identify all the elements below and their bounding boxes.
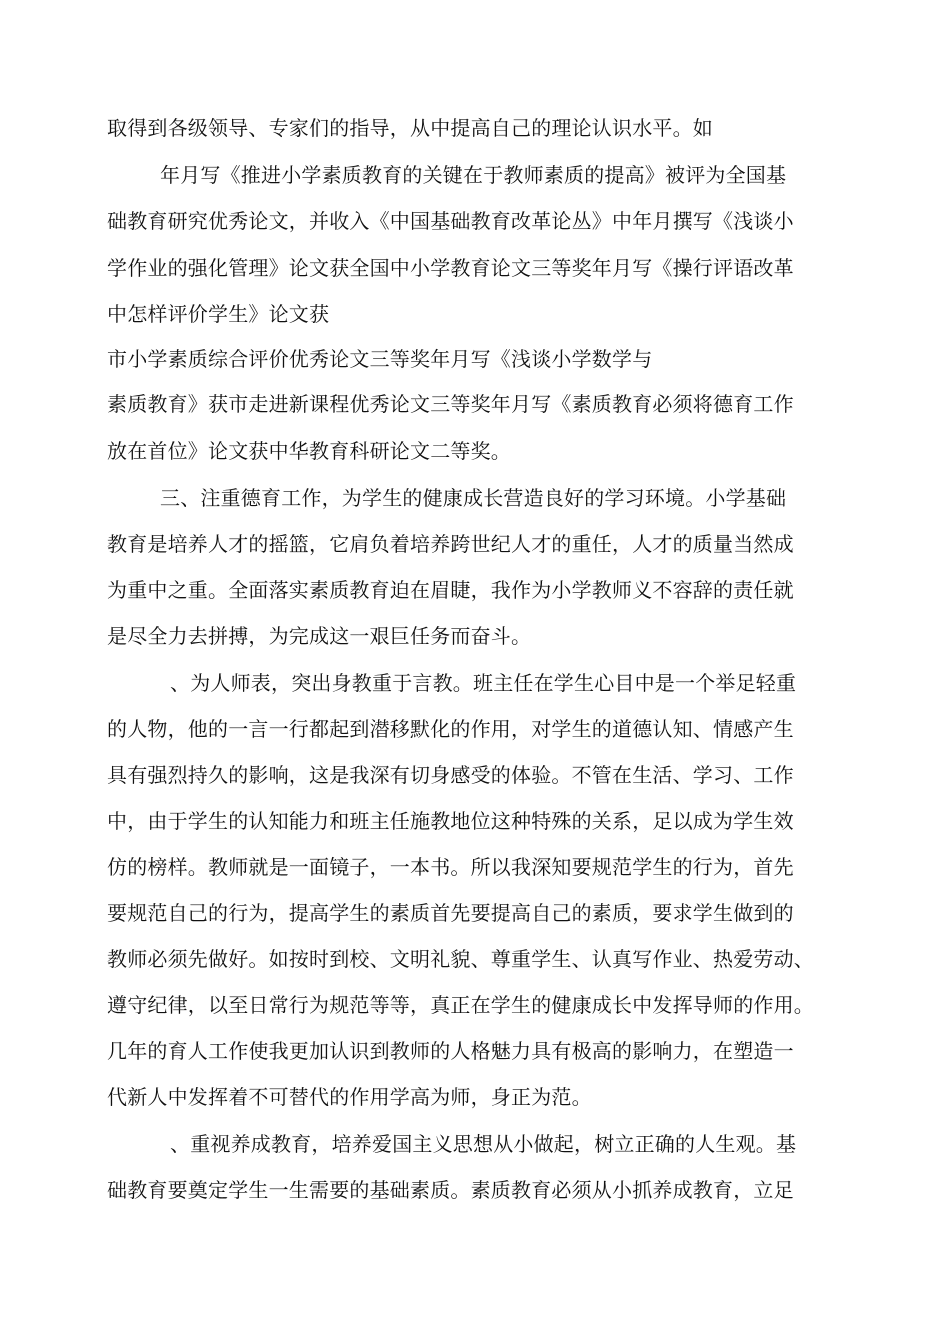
text-line: 的人物，他的一言一行都起到潜移默化的作用，对学生的道德认知、情感产生 [107, 717, 794, 741]
subsection-line: 、为人师表，突出身教重于言教。班主任在学生心目中是一个举足轻重 [170, 671, 797, 695]
text-line: 年月写《推进小学素质教育的关键在于教师素质的提高》被评为全国基 [160, 163, 787, 187]
text-line: 代新人中发挥着不可替代的作用学高为师，身正为范。 [107, 1085, 592, 1109]
section-heading-line: 三、注重德育工作，为学生的健康成长营造良好的学习环境。小学基础 [160, 486, 787, 510]
text-line: 础教育研究优秀论文，并收入《中国基础教育改革论丛》中年月撰写《浅谈小 [107, 209, 794, 233]
text-line: 遵守纪律，以至日常行为规范等等，真正在学生的健康成长中发挥导师的作用。 [107, 993, 814, 1017]
text-line: 教师必须先做好。如按时到校、文明礼貌、尊重学生、认真写作业、热爱劳动、 [107, 947, 814, 971]
text-line: 教育是培养人才的摇篮，它肩负着培养跨世纪人才的重任，人才的质量当然成 [107, 532, 794, 556]
text-line: 为重中之重。全面落实素质教育迫在眉睫，我作为小学教师义不容辞的责任就 [107, 578, 794, 602]
subsection-line: 、重视养成教育，培养爱国主义思想从小做起，树立正确的人生观。基 [170, 1132, 797, 1156]
text-line: 仿的榜样。教师就是一面镜子，一本书。所以我深知要规范学生的行为，首先 [107, 855, 794, 879]
text-line: 市小学素质综合评价优秀论文三等奖年月写《浅谈小学数学与 [107, 347, 653, 371]
text-line: 础教育要奠定学生一生需要的基础素质。素质教育必须从小抓养成教育，立足 [107, 1178, 794, 1202]
text-line: 中怎样评价学生》论文获 [107, 302, 330, 326]
text-line: 放在首位》论文获中华教育科研论文二等奖。 [107, 439, 511, 463]
text-line: 具有强烈持久的影响，这是我深有切身感受的体验。不管在生活、学习、工作 [107, 763, 794, 787]
text-line: 学作业的强化管理》论文获全国中小学教育论文三等奖年月写《操行评语改革 [107, 256, 794, 280]
text-line: 素质教育》获市走进新课程优秀论文三等奖年月写《素质教育必须将德育工作 [107, 392, 794, 416]
text-line: 是尽全力去拼搏，为完成这一艰巨任务而奋斗。 [107, 624, 532, 648]
text-line: 要规范自己的行为，提高学生的素质首先要提高自己的素质，要求学生做到的 [107, 901, 794, 925]
text-line: 中，由于学生的认知能力和班主任施教地位这种特殊的关系，足以成为学生效 [107, 809, 794, 833]
text-line: 几年的育人工作使我更加认识到教师的人格魅力具有极高的影响力，在塑造一 [107, 1039, 794, 1063]
text-line: 取得到各级领导、专家们的指导，从中提高自己的理论认识水平。如 [107, 116, 713, 140]
